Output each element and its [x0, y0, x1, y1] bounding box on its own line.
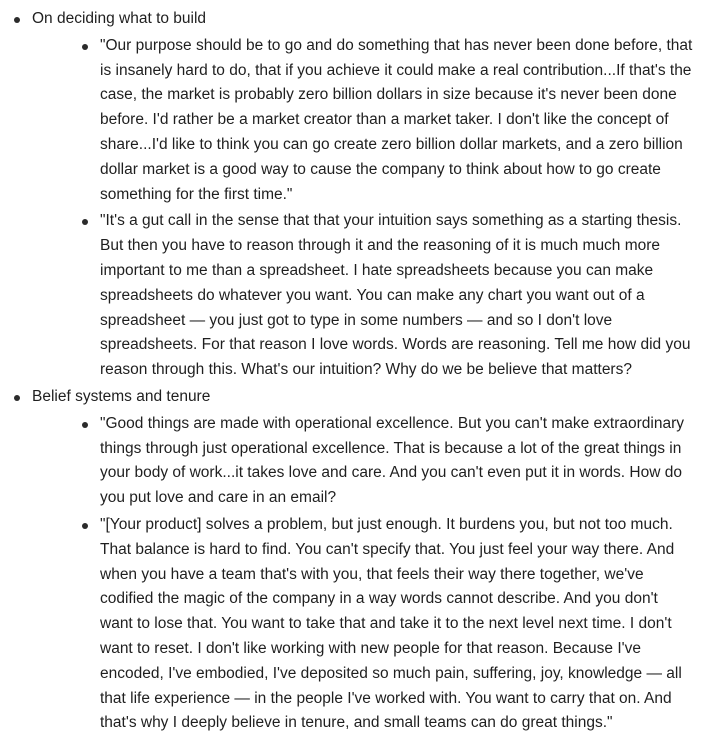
quote-item — [32, 34, 711, 208]
quote-item — [32, 209, 711, 383]
bullet-icon — [82, 219, 88, 225]
quote-item — [32, 412, 711, 511]
bullet-icon — [82, 523, 88, 529]
section-heading: On deciding what to build — [32, 10, 207, 27]
section-belief-systems-and-tenure — [0, 385, 711, 736]
quote-text: "[Your product] solves a problem, but just enough. It burdens you, but not too much. That balance is hard to find. You can't specify that. You just feel your way there. And when you have a team that's with you, that feels their way there together, we've codified the magic of the company in a way words cannot describe. And you don't want to lose that. You want to take that and take it to the next level next time. I don't want to reset. I don't like working with new people for that reason. Because I've encoded, I've embodied, I've deposited so much pain, suffering, joy, knowledge — all that life experience — in the people I've worked with. You want to carry that on. And that's why I deeply believe in tenure, and small teams can do great things." — [100, 515, 682, 732]
quote-list — [32, 34, 711, 383]
bullet-icon — [14, 17, 20, 23]
quote-item — [32, 513, 711, 736]
quote-text: "Our purpose should be to go and do something that has never been done before, that is insanely hard to do, that if you achieve it could make a real contribution...If that's the case, the market is probably zero billion dollars in size because it's never been done before. I'd rather be a market creator than a market taker. I don't like the concept of share...I'd like to think you can go create zero billion dollar markets, and a zero billion dollar market is a good way to cause the company to think about how to go create something for the first time." — [100, 36, 693, 203]
bullet-icon — [14, 395, 20, 401]
section-deciding-what-to-build — [0, 7, 711, 383]
quote-list — [32, 412, 711, 736]
section-heading: Belief systems and tenure — [32, 387, 211, 405]
quote-text: "Good things are made with operational excellence. But you can't make extraordinary things through just operational excellence. That is because a lot of the great things in your body of work...it takes love and care. And you can't even put it in words. How do you put love and care in an email? — [100, 414, 685, 507]
bullet-icon — [82, 422, 88, 428]
quote-text: "It's a gut call in the sense that that your intuition says something as a starting thesis. But then you have to reason through it and the reasoning of it is much much more important to me than a spreadsheet. I hate spreadsheets because you can make spreadsheets do whatever you want. You can make any chart you want out of a spreadsheet — you just got to type in some numbers — and so I don't love spreadsheets. For that reason I love words. Words are reasoning. Tell me how did you reason through this. What's our intuition? Why do we be believe that matters? — [100, 212, 691, 379]
outline-list — [0, 7, 711, 736]
bullet-icon — [82, 44, 88, 50]
